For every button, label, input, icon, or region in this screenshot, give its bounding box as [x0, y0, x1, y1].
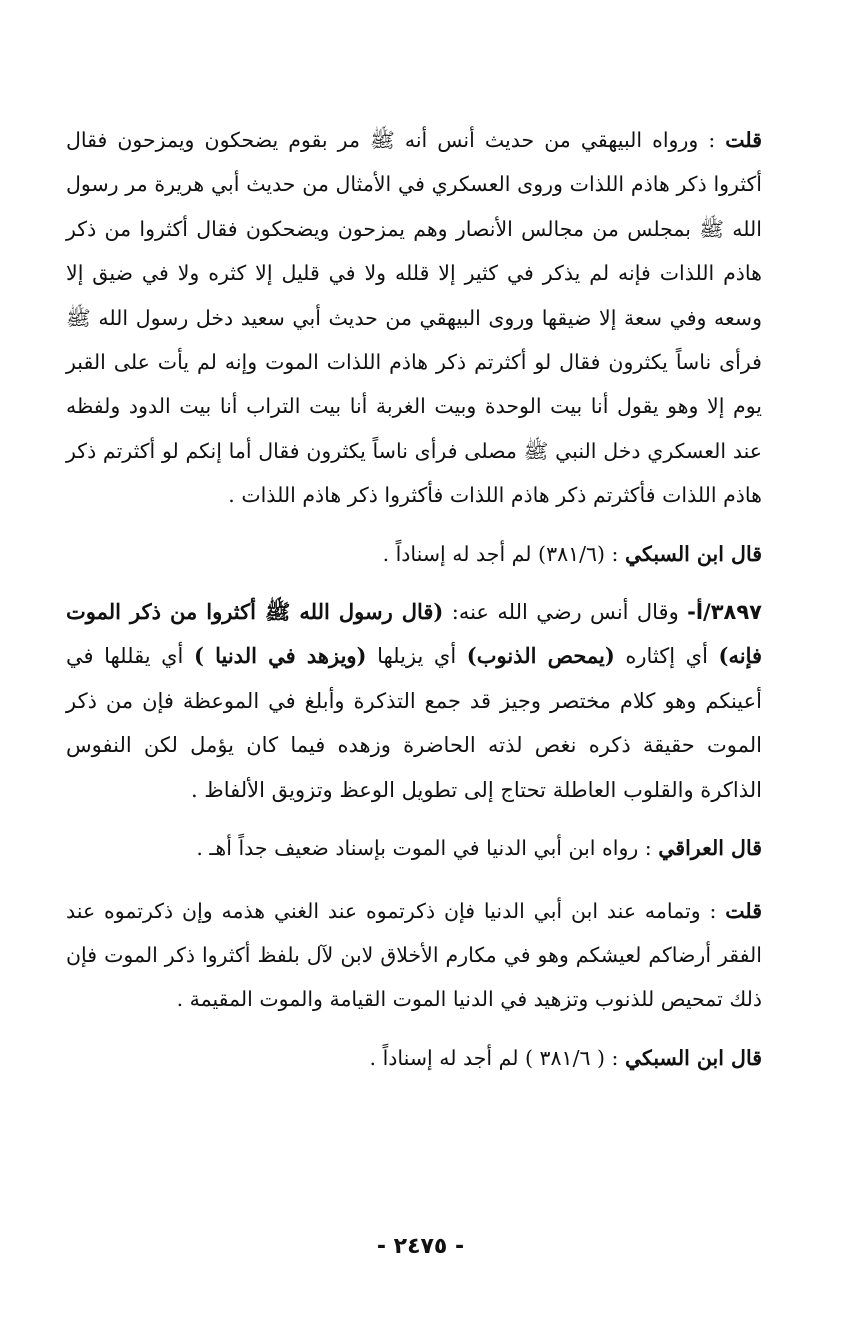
paragraph-text: : ورواه البيهقي من حديث أنس أنه ﷺ مر بقوم يضحكون ويمزحون فقال أكثروا ذكر هاذم اللذات وروى العسكري في الأمثال من حديث أبي هريرة مر رسول الله ﷺ بمجلس من مجالس الأنصار وهم يمزحون ويضحكون فقال أكثروا من ذكر هاذم اللذات فإنه لم يذكر في كثير إلا قلله ولا في قليل إلا كثره ولا في ضيق إلا وسعه وفي سعة إلا ضيقها وروى البيهقي من حديث أبي سعيد دخل رسول الله ﷺ فرأى ناساً يكثرون فقال لو أكثرتم ذكر هاذم اللذات الموت وإنه لم يأت على القبر يوم إلا وهو يقول أنا بيت الوحدة وبيت الغربة أنا بيت التراب أنا بيت الدود ولفظه عند العسكري دخل النبي ﷺ مصلى فرأى ناساً يكثرون فقال أما إنكم لو أكثرتم ذكر هاذم اللذات فأكثرتم ذكر هاذم اللذات فأكثروا ذكر هاذم اللذات . — [66, 128, 762, 508]
paragraph-text: : وتمامه عند ابن أبي الدنيا فإن ذكرتموه عند الغني هذمه وإن ذكرتموه عند الفقر أرضاكم لعيشكم وهو في مكارم الأخلاق لابن لآل بلفظ أكثروا ذكر الموت فإن ذلك تمحيص للذنوب وتزهيد في الدنيا الموت القيامة والموت المقيمة . — [66, 898, 762, 1012]
paragraph-text: : ( ٣٨١/٦ ) لم أجد له إسناداً . — [369, 1045, 625, 1070]
paragraph-lead: قال ابن السبكي — [624, 1045, 762, 1070]
page-number: - ٢٤٧٥ - — [376, 1234, 465, 1259]
paragraph-qult-1 — [66, 118, 762, 518]
hadith-quote: (قال رسول الله ﷺ أكثروا من ذكر الموت فإنه) — [66, 599, 763, 669]
paragraph-text: : (٣٨١/٦) لم أجد له إسناداً . — [382, 541, 625, 566]
paragraph-text: : رواه ابن أبي الدنيا في الموت بإسناد ضعيف جداً أهـ . — [196, 836, 659, 861]
spacer — [66, 576, 762, 590]
hadith-quote: (يمحص الذنوب) — [466, 643, 615, 669]
paragraph-lead: قال ابن السبكي — [624, 541, 762, 566]
paragraph-subki-2 — [66, 1036, 762, 1080]
hadith-commentary: أي يزيلها — [366, 644, 467, 669]
spacer — [66, 1022, 762, 1036]
page-body — [66, 118, 762, 1080]
hadith-commentary: أي يقللها في أعينكم وهو كلام مختصر وجيز قد جمع التذكرة وأبلغ في الموعظة فإن من ذكر الموت حقيقة ذكره نغص لذته الحاضرة وزهده فيما كان يؤمل لكن النفوس الذاكرة والقلوب العاطلة تحتاج إلى تطويل الوعظ وتزويق الألفاظ . — [66, 644, 762, 802]
spacer — [66, 518, 762, 532]
paragraph-iraqi — [66, 826, 762, 870]
paragraph-lead: قلت — [725, 128, 762, 152]
paragraph-subki-1 — [66, 532, 762, 576]
spacer — [66, 871, 762, 889]
hadith-number: ٣٨٩٧/أ- — [687, 600, 763, 625]
paragraph-qult-2 — [66, 889, 762, 1022]
hadith-quote: (ويزهد في الدنيا ) — [193, 643, 367, 669]
paragraph-lead: قال العراقي — [658, 836, 762, 861]
spacer — [66, 812, 762, 826]
hadith-intro: وقال أنس رضي الله عنه: — [443, 600, 688, 625]
hadith-commentary: أي إكثاره — [614, 644, 719, 669]
paragraph-hadith-3897 — [66, 590, 762, 812]
paragraph-lead: قلت — [725, 898, 762, 923]
